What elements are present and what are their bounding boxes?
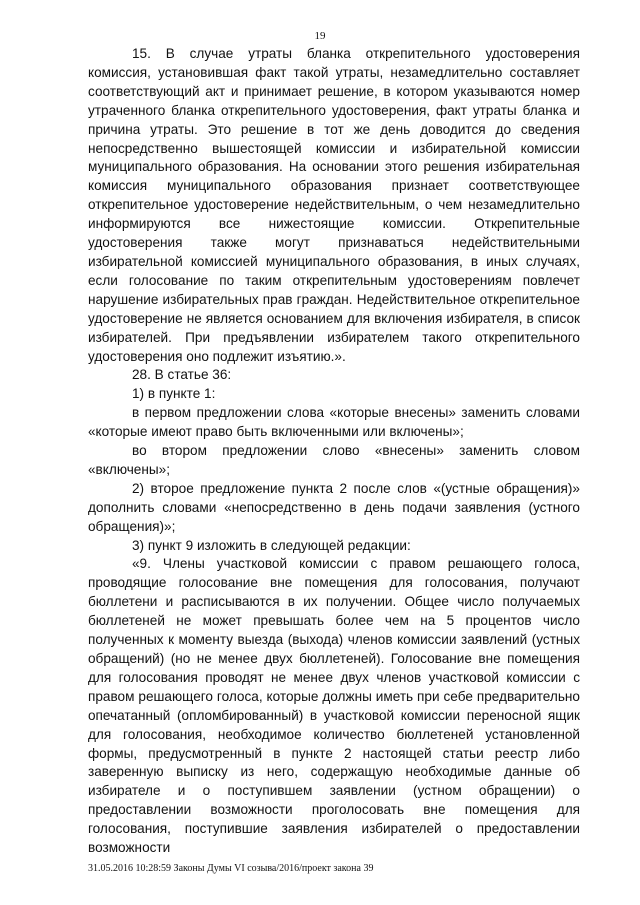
paragraph-item-1-first-sentence: в первом предложении слова «которые внесены» заменить словами «которые имеют право быть включенными или включены»; [88,405,580,440]
paragraph-item-2: 2) второе предложение пункта 2 после слов «(устные обращения)» дополнить словами «непосредственно в день подачи заявления (устного обращения)»; [88,480,580,534]
page-number: 19 [314,30,326,42]
document-body [88,45,580,858]
paragraph-article-36-heading: 28. В статье 36: [132,367,232,383]
paragraph-clause-9: «9. Члены участковой комиссии с правом решающего голоса, проводящие голосование вне помещения для голосования, получают бюллетени и расписываются в их получении. Общее число получаемых бюллетеней не может превышать более чем на 5 процентов число полученных к моменту выезда (выхода) членов комиссии заявлений (устных обращений) (но не менее двух бюллетеней). Голосование вне помещения для голосования проводят не менее двух членов участковой комиссии с правом решающего голоса, которые должны иметь при себе предварительно опечатанный (опломбированный) в участковой комиссии переносной ящик для голосования, необходимое количество бюллетеней установленной формы, предусмотренный в пункте 2 настоящей статьи реестр либо заверенную выписку из него, содержащую необходимые данные об избирателе и о поступившем заявлении (устном обращении) о предоставлении возможности проголосовать вне помещения для голосования, поступившие заявления избирателей о предоставлении возможности [88,556,580,856]
paragraph-item-1-second-sentence: во втором предложении слово «внесены» заменить словом «включены»; [88,443,580,477]
paragraph-item-1: 1) в пункте 1: [132,386,216,402]
paragraph-item-3: 3) пункт 9 изложить в следующей редакции: [132,537,411,553]
footer-text: 31.05.2016 10:28:59 Законы Думы VI созыва/2016/проект закона 39 [88,863,374,874]
paragraph-clause-15: 15. В случае утраты бланка открепительного удостоверения комиссия, установившая факт такой утраты, незамедлительно составляет соответствующий акт и принимает решение, в котором указываются номер утраченного бланка открепительного удостоверения, факт утраты бланка и причина утраты. Это решение в тот же день доводится до сведения непосредственно вышестоящей комиссии и избирательной комиссии муниципального образования. На основании этого решения избирательная комиссия муниципального образования признает соответствующее открепительное удостоверение недействительным, о чем незамедлительно информируются все нижестоящие комиссии. Открепительные удостоверения также могут признаваться недействительными избирательной комиссией муниципального образования, в иных случаях, если голосование по таким открепительным удостоверениям повлечет нарушение избирательных прав граждан. Недействительное открепительное удостоверение не является основанием для включения избирателя, в список избирателей. При предъявлении избирателем такого открепительного удостоверения оно подлежит изъятию.». [88,46,580,364]
